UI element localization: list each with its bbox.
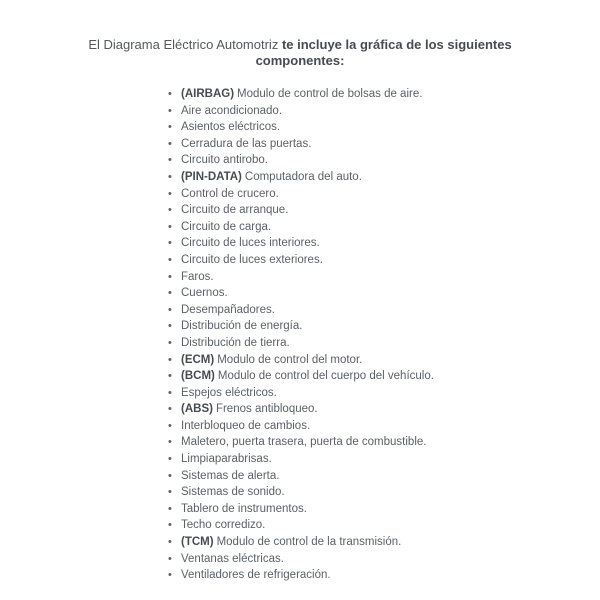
list-item-label: Ventiladores de refrigeración. [181,569,331,582]
bullet-icon: • [168,88,172,100]
list-item-label: Interbloqueo de cambios. [181,419,311,432]
bullet-icon: • [168,137,172,150]
bullet-icon: • [168,552,172,565]
list-item-text [181,186,600,203]
list-item-abbreviation: (BCM) [181,370,215,383]
list-item [168,567,600,584]
list-item-label: Circuito antirobo. [181,154,268,167]
list-item-text [181,451,600,468]
bullet-icon: • [168,419,172,432]
list-item-text [181,302,600,319]
list-item-label: Distribución de energía. [181,320,303,333]
bullet-icon: • [168,353,172,366]
list-item-label: Circuito de carga. [181,220,272,233]
list-item-label: Aire acondicionado. [181,104,283,117]
list-item [168,86,600,103]
bullet-icon: • [168,436,172,449]
bullet-icon: • [168,519,172,532]
list-item-text [181,269,600,286]
list-item-text [181,202,600,219]
list-item [168,335,600,352]
list-item-label: Circuito de luces interiores. [181,237,320,250]
list-item-label: Techo corredizo. [181,519,266,532]
bullet-icon: • [168,569,172,582]
bullet-icon: • [168,287,172,300]
list-item-text [181,385,600,402]
bullet-icon: • [168,386,172,399]
bullet-icon: • [168,370,172,383]
list-item-text [181,335,600,352]
bullet-icon: • [168,320,172,333]
list-item [168,169,600,186]
list-item [168,202,600,219]
list-item [168,285,600,302]
page-title-regular: El Diagrama Eléctrico Automotriz [88,37,282,52]
list-item-label: Circuito de arranque. [181,204,289,217]
list-item-label: Faros. [181,270,214,283]
bullet-icon: • [168,270,172,283]
bullet-icon: • [168,170,172,183]
list-item-label: Tablero de instrumentos. [181,502,307,515]
list-item-label: Espejos eléctricos. [181,386,277,399]
list-item-text [181,368,600,385]
bullet-icon: • [168,502,172,515]
list-item-text [181,352,600,369]
list-item [168,451,600,468]
list-item [168,269,600,286]
list-item-text [181,401,600,418]
list-item-text [181,86,600,103]
list-item-abbreviation: (ECM) [181,353,215,366]
list-item-text [181,434,600,451]
list-item-label: Cerradura de las puertas. [181,137,312,150]
bullet-icon: • [168,253,172,266]
list-item [168,103,600,120]
bullet-icon: • [168,469,172,482]
bullet-icon: • [168,220,172,233]
list-item-text [181,418,600,435]
list-item [168,235,600,252]
list-item [168,186,600,203]
bullet-icon: • [168,187,172,200]
components-list [168,86,600,584]
bullet-icon: • [168,536,172,549]
list-item [168,517,600,534]
list-item-abbreviation: (ABS) [181,403,213,416]
list-item [168,219,600,236]
list-item-label: Asientos eléctricos. [181,121,281,134]
bullet-icon: • [168,403,172,416]
list-item-label: Maletero, puerta trasera, puerta de combustible. [181,436,427,449]
list-item [168,385,600,402]
list-item-label: Cuernos. [181,287,228,300]
list-item [168,152,600,169]
list-item-text [181,484,600,501]
list-item-text [181,501,600,518]
bullet-icon: • [168,154,172,167]
list-item [168,352,600,369]
list-item-abbreviation: (AIRBAG) [181,88,235,100]
bullet-icon: • [168,486,172,499]
list-item-text [181,285,600,302]
list-item [168,401,600,418]
list-item-text [181,136,600,153]
list-item-text [181,169,600,186]
list-item-text [181,468,600,485]
list-item-abbreviation: (TCM) [181,536,214,549]
page-title [80,37,520,69]
list-item-text [181,103,600,120]
bullet-icon: • [168,303,172,316]
list-item [168,119,600,136]
bullet-icon: • [168,121,172,134]
list-item-label: Modulo de control de la transmisión. [216,536,402,549]
list-item [168,302,600,319]
list-item [168,368,600,385]
list-item-text [181,152,600,169]
list-item-label: Control de crucero. [181,187,279,200]
list-item [168,484,600,501]
list-item-text [181,551,600,568]
list-item-text [181,219,600,236]
list-item-label: Frenos antibloqueo. [215,403,318,416]
list-item [168,252,600,269]
list-item-label: Modulo de control de bolsas de aire. [237,88,423,100]
list-item-text [181,517,600,534]
list-item-label: Limpiaparabrisas. [181,453,272,466]
bullet-icon: • [168,104,172,117]
list-item-label: Modulo de control del cuerpo del vehículo. [217,370,434,383]
list-item-label: Computadora del auto. [244,170,362,183]
list-item-label: Ventanas eléctricas. [181,552,284,565]
bullet-icon: • [168,237,172,250]
list-item-text [181,235,600,252]
list-item-label: Distribución de tierra. [181,336,290,349]
list-item-text [181,567,600,584]
list-item [168,136,600,153]
list-item [168,468,600,485]
list-item-text [181,119,600,136]
list-item [168,318,600,335]
bullet-icon: • [168,204,172,217]
list-item-label: Modulo de control del motor. [217,353,363,366]
list-item-abbreviation: (PIN-DATA) [181,170,242,183]
list-item [168,418,600,435]
list-item [168,501,600,518]
list-item [168,534,600,551]
list-item-label: Desempañadores. [181,303,275,316]
list-item-label: Sistemas de alerta. [181,469,280,482]
list-item-text [181,318,600,335]
list-item [168,434,600,451]
page-title-bold: te incluye la gráfica de los siguientes componentes: [255,37,512,68]
list-item-text [181,252,600,269]
bullet-icon: • [168,453,172,466]
list-item-label: Circuito de luces exteriores. [181,253,323,266]
list-item-text [181,534,600,551]
list-item [168,551,600,568]
bullet-icon: • [168,336,172,349]
list-item-label: Sistemas de sonido. [181,486,285,499]
